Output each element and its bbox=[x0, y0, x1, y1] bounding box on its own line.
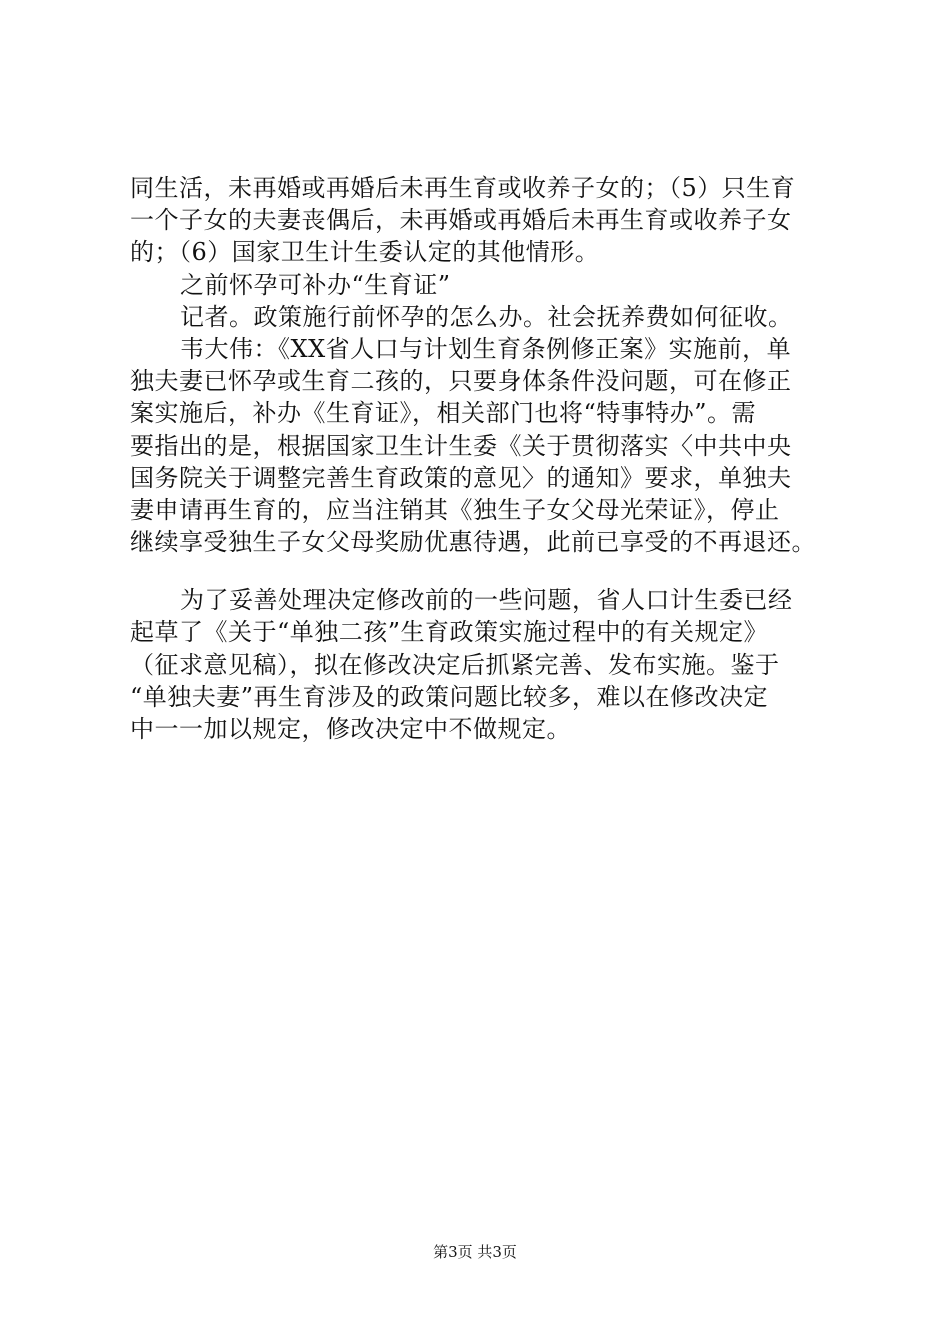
interview-question: 记者。政策施行前怀孕的怎么办。社会抚养费如何征收。 bbox=[180, 302, 793, 331]
answer-line: 要指出的是，根据国家卫生计生委《关于贯彻落实〈中共中央 bbox=[130, 431, 792, 460]
answer-line: 独夫妻已怀孕或生育二孩的，只要身体条件没问题，可在修正 bbox=[130, 367, 792, 396]
paragraph-gap bbox=[130, 558, 830, 584]
answer-line: 国务院关于调整完善生育政策的意见〉的通知》要求，单独夫 bbox=[130, 463, 792, 492]
answer-line: 妻申请再生育的，应当注销其《独生子女父母光荣证》，停止 bbox=[130, 495, 780, 524]
answer-line: 韦大伟：《XX省人口与计划生育条例修正案》实施前，单 bbox=[180, 334, 792, 363]
section-heading: 之前怀孕可补办“生育证” bbox=[180, 270, 451, 299]
page-footer: 第3页 共3页 bbox=[433, 1243, 517, 1261]
final-paragraph-line: （征求意见稿），拟在修改决定后抓紧完善、发布实施。鉴于 bbox=[130, 650, 780, 679]
text-line: 同生活，未再婚或再婚后未再生育或收养子女的；（5）只生育 bbox=[130, 174, 796, 202]
answer-line: 继续享受独生子女父母奖励优惠待遇，此前已享受的不再退还。 bbox=[130, 528, 816, 557]
final-paragraph-line: “单独夫妻”再生育涉及的政策问题比较多，难以在修改决定 bbox=[130, 682, 769, 711]
final-paragraph-line: 中一一加以规定，修改决定中不做规定。 bbox=[130, 715, 571, 743]
text-line: 一个子女的夫妻丧偶后，未再婚或再婚后未再生育或收养子女 bbox=[130, 206, 792, 235]
answer-line: 案实施后，补办《生育证》，相关部门也将“特事特办”。需 bbox=[130, 399, 757, 428]
text-line: 的；（6）国家卫生计生委认定的其他情形。 bbox=[130, 238, 600, 267]
document-body bbox=[130, 172, 830, 745]
final-paragraph-line: 为了妥善处理决定修改前的一些问题，省人口计生委已经 bbox=[180, 586, 793, 615]
final-paragraph-line: 起草了《关于“单独二孩”生育政策实施过程中的有关规定》 bbox=[130, 618, 769, 647]
